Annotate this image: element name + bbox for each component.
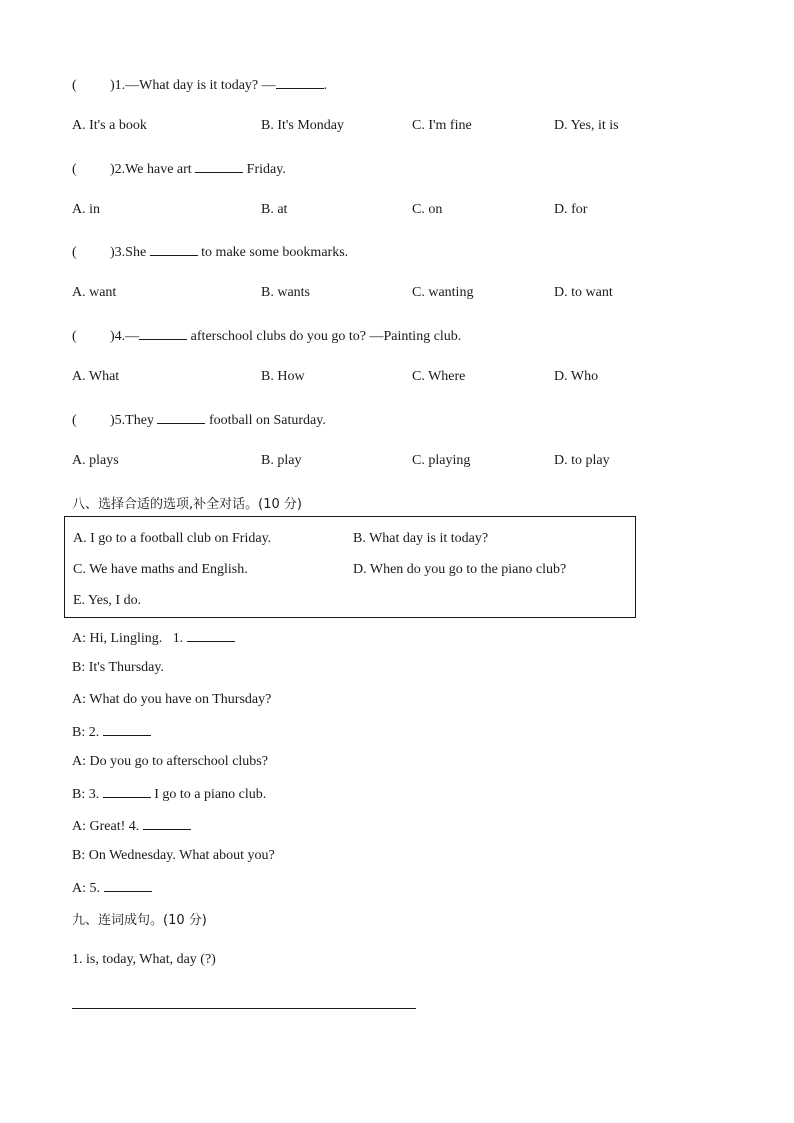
option-d[interactable]: D. for — [554, 202, 588, 217]
option-a[interactable]: A. want — [72, 285, 117, 300]
option-a[interactable]: A. It's a book — [72, 118, 147, 133]
option-d[interactable]: D. Who — [554, 369, 599, 384]
section-9-heading: 九、连词成句。(10 分) — [72, 913, 207, 928]
choice-b: B. What day is it today? — [353, 531, 489, 546]
choice-c: C. We have maths and English. — [73, 562, 248, 577]
dialogue-text: A: Do you go to afterschool clubs? — [72, 754, 268, 769]
option-a[interactable]: A. What — [72, 369, 120, 384]
paren-close: ) — [110, 162, 115, 177]
answer-line[interactable] — [72, 1008, 416, 1009]
question-number: 5. — [114, 413, 126, 428]
option-a[interactable]: A. in — [72, 202, 100, 217]
paren-open: ( — [72, 245, 77, 260]
blank[interactable] — [150, 243, 198, 256]
dialogue-line — [72, 817, 191, 835]
option-c[interactable]: C. playing — [412, 453, 471, 468]
choice-a: A. I go to a football club on Friday. — [73, 531, 272, 546]
paren-close: ) — [110, 329, 115, 344]
dialogue-text: B: 3. — [72, 787, 103, 802]
question-text-after: afterschool clubs do you go to? —Painting club. — [187, 329, 462, 344]
dialogue-line — [72, 660, 164, 676]
blank[interactable] — [139, 327, 187, 340]
question-5 — [72, 411, 326, 429]
question-1 — [72, 76, 327, 94]
paren-open: ( — [72, 413, 77, 428]
question-2 — [72, 160, 286, 178]
blank[interactable] — [157, 411, 205, 424]
question-text-after: . — [323, 78, 328, 93]
dialogue-blank[interactable] — [104, 879, 152, 892]
option-c[interactable]: C. I'm fine — [412, 118, 472, 133]
answer-paren[interactable] — [72, 413, 110, 429]
question-text: They — [125, 413, 158, 428]
dialogue-line — [72, 754, 268, 770]
question-4 — [72, 327, 461, 345]
paren-open: ( — [72, 329, 77, 344]
section-8-heading: 八、选择合适的选项,补全对话。(10 分) — [72, 497, 302, 512]
question-text-after: Friday. — [243, 162, 286, 177]
paren-open: ( — [72, 162, 77, 177]
option-b[interactable]: B. at — [261, 202, 288, 217]
option-c[interactable]: C. Where — [412, 369, 466, 384]
answer-paren[interactable] — [72, 329, 110, 345]
question-text: We have art — [125, 162, 196, 177]
dialogue-text: B: It's Thursday. — [72, 660, 164, 675]
option-b[interactable]: B. wants — [261, 285, 310, 300]
question-text: —What day is it today? — — [125, 78, 276, 93]
choice-box — [64, 516, 636, 618]
reorder-item-1: 1. is, today, What, day (?) — [72, 952, 216, 967]
question-number: 3. — [114, 245, 126, 260]
option-d[interactable]: D. Yes, it is — [554, 118, 619, 133]
option-d[interactable]: D. to want — [554, 285, 613, 300]
question-number: 4. — [114, 329, 126, 344]
question-number: 2. — [114, 162, 126, 177]
dialogue-text: B: 2. — [72, 725, 103, 740]
blank[interactable] — [276, 76, 324, 89]
answer-paren[interactable] — [72, 78, 110, 94]
choice-e: E. Yes, I do. — [73, 593, 142, 608]
dialogue-blank[interactable] — [187, 629, 235, 642]
dialogue-text-after: I go to a piano club. — [150, 787, 267, 802]
option-c[interactable]: C. on — [412, 202, 443, 217]
option-b[interactable]: B. It's Monday — [261, 118, 345, 133]
dialogue-text: A: Hi, Lingling. 1. — [72, 631, 187, 646]
dialogue-blank[interactable] — [143, 817, 191, 830]
question-text: — — [125, 329, 140, 344]
dialogue-line — [72, 692, 271, 708]
dialogue-line — [72, 723, 151, 741]
dialogue-text: A: 5. — [72, 881, 104, 896]
dialogue-line — [72, 848, 275, 864]
paren-close: ) — [110, 413, 115, 428]
paren-open: ( — [72, 78, 77, 93]
question-text-after: to make some bookmarks. — [197, 245, 349, 260]
dialogue-blank[interactable] — [103, 785, 151, 798]
question-text-after: football on Saturday. — [205, 413, 326, 428]
option-a[interactable]: A. plays — [72, 453, 119, 468]
dialogue-line — [72, 785, 266, 803]
dialogue-text: A: Great! 4. — [72, 819, 143, 834]
question-3 — [72, 243, 348, 261]
dialogue-blank[interactable] — [103, 723, 151, 736]
question-number: 1. — [114, 78, 126, 93]
option-c[interactable]: C. wanting — [412, 285, 474, 300]
answer-paren[interactable] — [72, 245, 110, 261]
option-d[interactable]: D. to play — [554, 453, 610, 468]
dialogue-text: B: On Wednesday. What about you? — [72, 848, 275, 863]
answer-paren[interactable] — [72, 162, 110, 178]
dialogue-line — [72, 879, 152, 897]
dialogue-text: A: What do you have on Thursday? — [72, 692, 272, 707]
blank[interactable] — [195, 160, 243, 173]
paren-close: ) — [110, 245, 115, 260]
option-b[interactable]: B. play — [261, 453, 302, 468]
paren-close: ) — [110, 78, 115, 93]
choice-d: D. When do you go to the piano club? — [353, 562, 567, 577]
option-b[interactable]: B. How — [261, 369, 305, 384]
question-text: She — [125, 245, 150, 260]
dialogue-line — [72, 629, 235, 647]
